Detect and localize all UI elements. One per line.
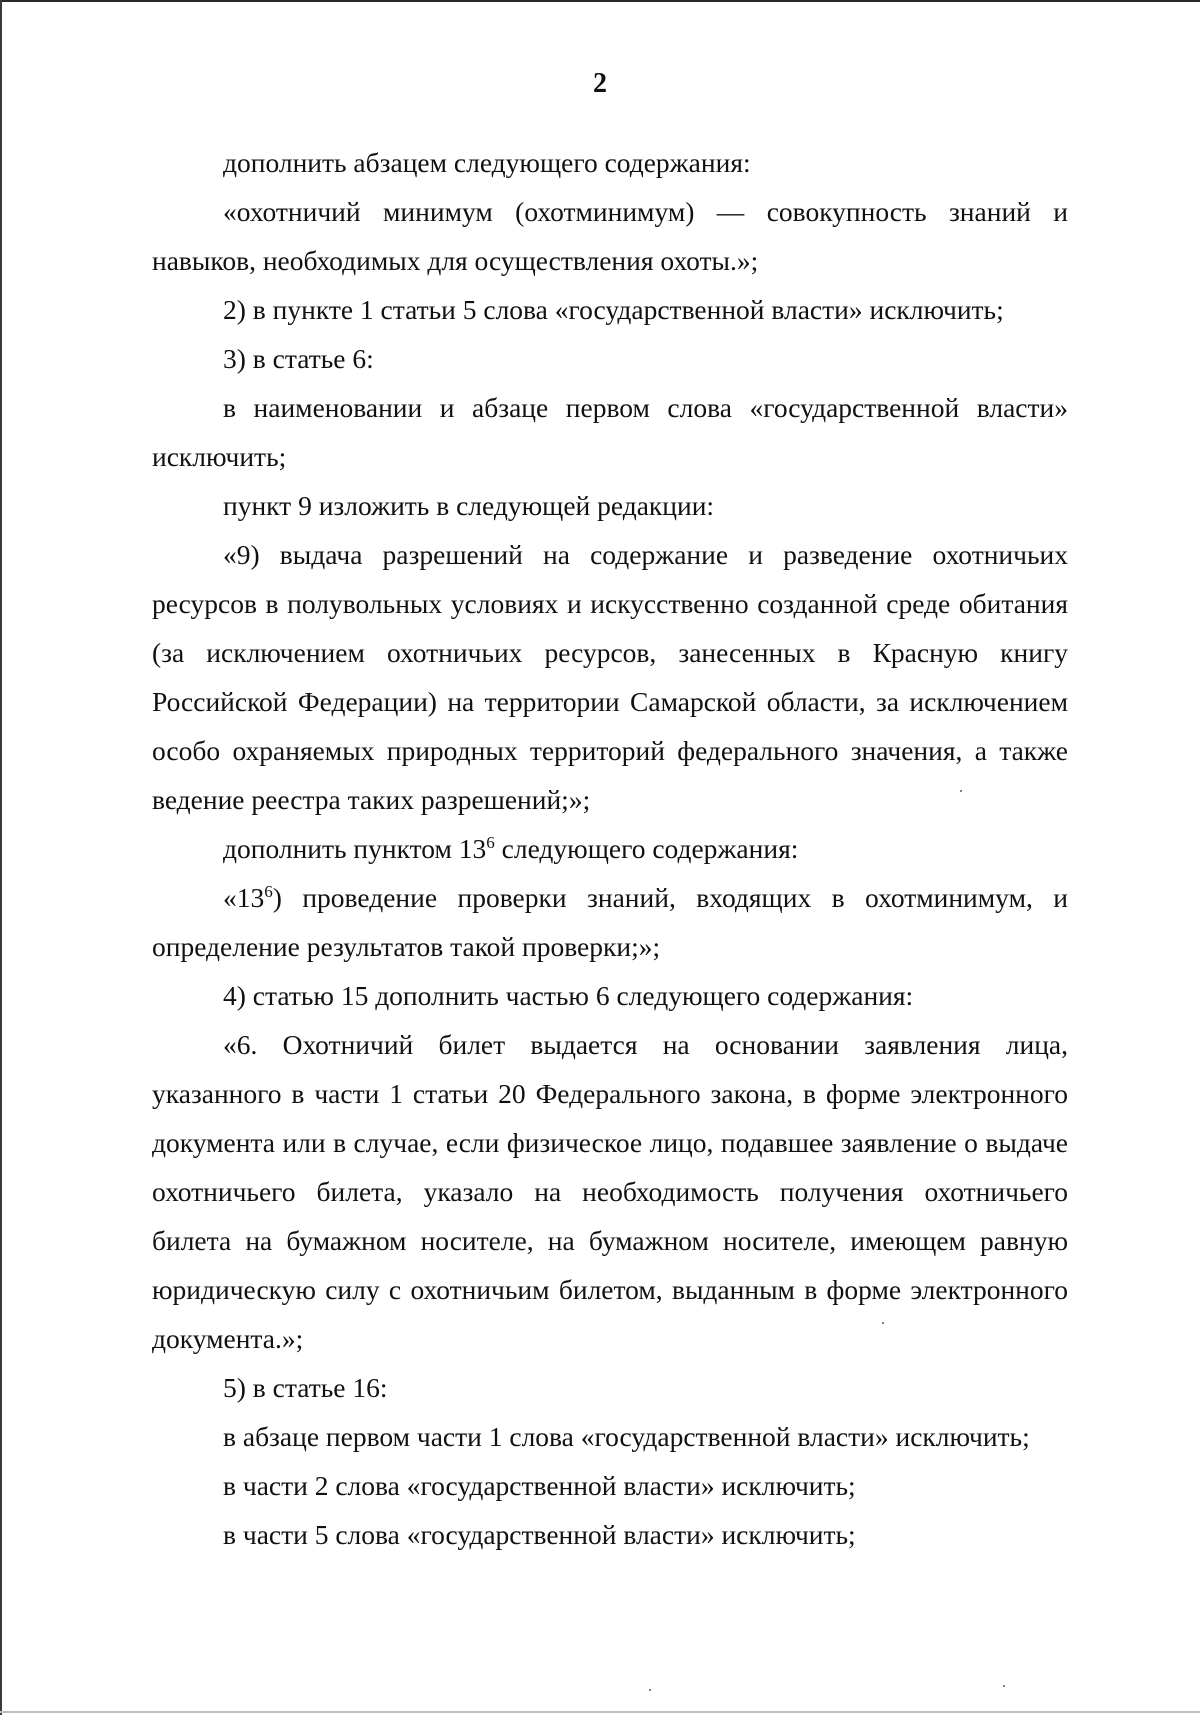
paragraph-point-9-intro: пункт 9 изложить в следующей редакции: xyxy=(223,490,715,521)
text-segment: следующего содержания: xyxy=(494,833,799,864)
scan-speck xyxy=(960,790,962,792)
scan-edge-bottom xyxy=(0,1711,1200,1713)
paragraph-item-5: 5) в статье 16: xyxy=(223,1372,388,1403)
scan-speck xyxy=(1003,1685,1005,1687)
paragraph-add-abzac: дополнить абзацем следующего содержания: xyxy=(223,147,751,178)
scan-speck xyxy=(882,1322,884,1324)
document-body xyxy=(152,138,1068,1559)
scan-edge-left xyxy=(0,0,2,1715)
paragraph-article-16-part-1: в абзаце первом части 1 слова «государственной власти» исключить; xyxy=(223,1421,1030,1452)
text-segment: ) проведение проверки знаний, входящих в охотминимум, и определение результатов такой проверки;»; xyxy=(152,882,1068,962)
paragraph-item-3: 3) в статье 6: xyxy=(223,343,374,374)
page-number: 2 xyxy=(593,68,607,99)
superscript: 6 xyxy=(264,881,273,901)
superscript: 6 xyxy=(486,832,495,852)
scan-edge-top xyxy=(0,0,1200,2)
text-segment: дополнить пунктом 13 xyxy=(223,833,487,864)
text-segment: «13 xyxy=(223,882,265,913)
paragraph-article-16-part-2: в части 2 слова «государственной власти» исключить; xyxy=(223,1470,856,1501)
paragraph-item-2: 2) в пункте 1 статьи 5 слова «государственной власти» исключить; xyxy=(223,294,1004,325)
paragraph-hunting-minimum-definition: «охотничий минимум (охотминимум) — совокупность знаний и навыков, необходимых для осуществления охоты.»; xyxy=(152,196,1068,276)
paragraph-point-9-text: «9) выдача разрешений на содержание и разведение охотничьих ресурсов в полувольных условиях и искусственно созданной среде обитания (за исключением охотничьих ресурсов, занесенных в Красную книгу Российской Федерации) на территории Самарской области, за исключением особо охраняемых природных территорий федерального значения, а также ведение реестра таких разрешений;»; xyxy=(152,539,1068,815)
paragraph-point-13-6-text xyxy=(152,873,1068,971)
scan-speck xyxy=(649,1689,651,1691)
paragraph-item-4: 4) статью 15 дополнить частью 6 следующего содержания: xyxy=(223,980,914,1011)
paragraph-article-16-part-5: в части 5 слова «государственной власти» исключить; xyxy=(223,1519,856,1550)
paragraph-part-6-text: «6. Охотничий билет выдается на основании заявления лица, указанного в части 1 статьи 20 Федерального закона, в форме электронного документа или в случае, если физическое лицо, подавшее заявление о выдаче охотничьего билета, указало на необходимость получения охотничьего билета на бумажном носителе, на бумажном носителе, имеющем равную юридическую силу с охотничьим билетом, выданным в форме электронного документа.»; xyxy=(152,1029,1068,1354)
paragraph-add-point-13-6 xyxy=(152,824,1068,873)
paragraph-article-6-name: в наименовании и абзаце первом слова «государственной власти» исключить; xyxy=(152,392,1068,472)
